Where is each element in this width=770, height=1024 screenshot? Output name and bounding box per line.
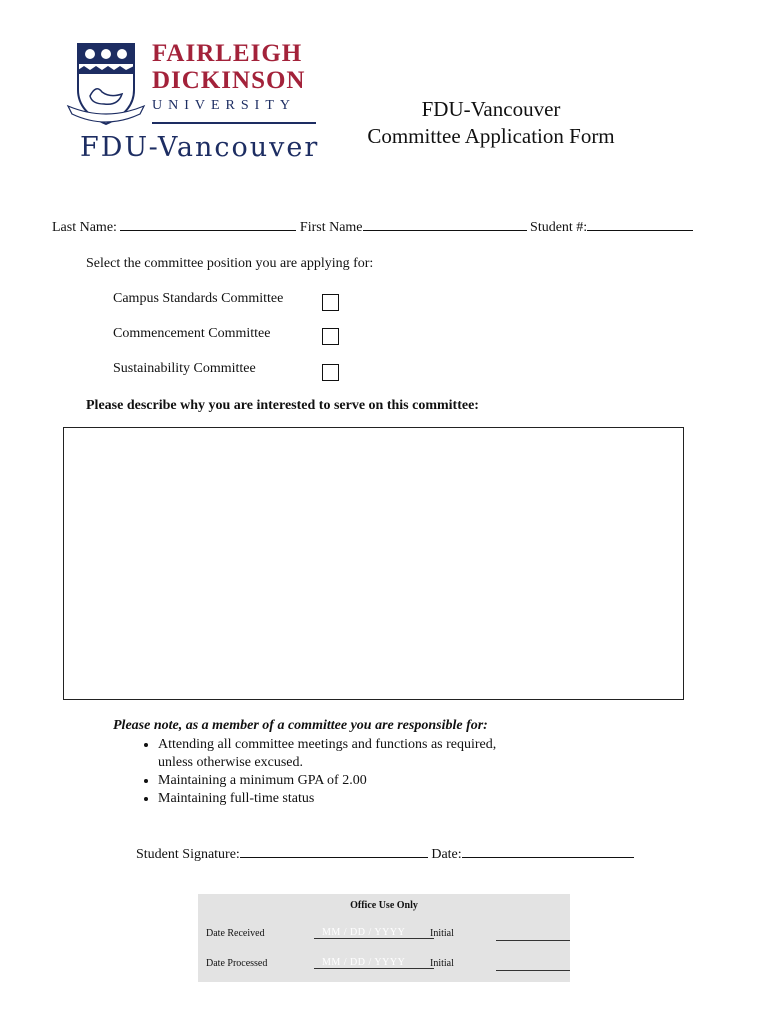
last-name-field[interactable]: [120, 218, 296, 231]
campus-standards-checkbox[interactable]: [322, 294, 339, 311]
logo-divider: [152, 122, 316, 124]
date-label: Date:: [431, 847, 462, 862]
interest-text-area[interactable]: [63, 427, 684, 700]
responsibilities-heading: Please note, as a member of a committee you are responsible for:: [113, 718, 488, 733]
crest-icon: [66, 40, 146, 132]
responsibilities-list: [128, 736, 518, 808]
initial-received-field[interactable]: [496, 939, 570, 941]
office-use-panel: [198, 894, 570, 982]
select-committee-prompt: Select the committee position you are applying for:: [86, 256, 374, 271]
last-name-label: Last Name:: [52, 220, 117, 235]
initial-label: Initial: [430, 928, 454, 939]
option-label-commencement: Commencement Committee: [113, 326, 271, 341]
form-title-line-2: Committee Application Form: [367, 124, 615, 148]
student-number-field[interactable]: [587, 218, 693, 231]
form-title: [356, 96, 626, 150]
date-processed-label: Date Processed: [206, 958, 268, 969]
signature-label: Student Signature:: [136, 847, 240, 862]
date-received-field[interactable]: MM / DD / YYYY: [314, 927, 434, 939]
date-processed-field[interactable]: MM / DD / YYYY: [314, 957, 434, 969]
date-field[interactable]: [462, 845, 634, 858]
logo-campus-name: FDU-Vancouver: [80, 132, 320, 163]
name-fields-row: [52, 218, 693, 236]
option-label-sustainability: Sustainability Committee: [113, 361, 256, 376]
sustainability-checkbox[interactable]: [322, 364, 339, 381]
commencement-checkbox[interactable]: [322, 328, 339, 345]
list-item: • Maintaining full-time status: [158, 790, 518, 808]
logo-text-fairleigh: FAIRLEIGH: [152, 40, 303, 67]
date-received-label: Date Received: [206, 928, 265, 939]
university-logo: [66, 36, 326, 166]
describe-interest-prompt: Please describe why you are interested to serve on this committee:: [86, 398, 479, 413]
option-label-campus-standards: Campus Standards Committee: [113, 291, 284, 306]
signature-field[interactable]: [240, 845, 428, 858]
logo-text-university: UNIVERSITY: [152, 98, 296, 113]
initial-label: Initial: [430, 958, 454, 969]
office-use-title: Office Use Only: [350, 900, 418, 911]
first-name-field[interactable]: [363, 218, 527, 231]
first-name-label: First Name: [299, 220, 363, 235]
logo-text-dickinson: DICKINSON: [152, 67, 306, 94]
list-item: • Attending all committee meetings and functions as required, unless otherwise excused.: [158, 736, 518, 772]
student-number-label: Student #:: [530, 220, 588, 235]
form-title-line-1: FDU-Vancouver: [421, 97, 561, 121]
list-item: • Maintaining a minimum GPA of 2.00: [158, 772, 518, 790]
signature-row: [136, 845, 634, 863]
initial-processed-field[interactable]: [496, 969, 570, 971]
